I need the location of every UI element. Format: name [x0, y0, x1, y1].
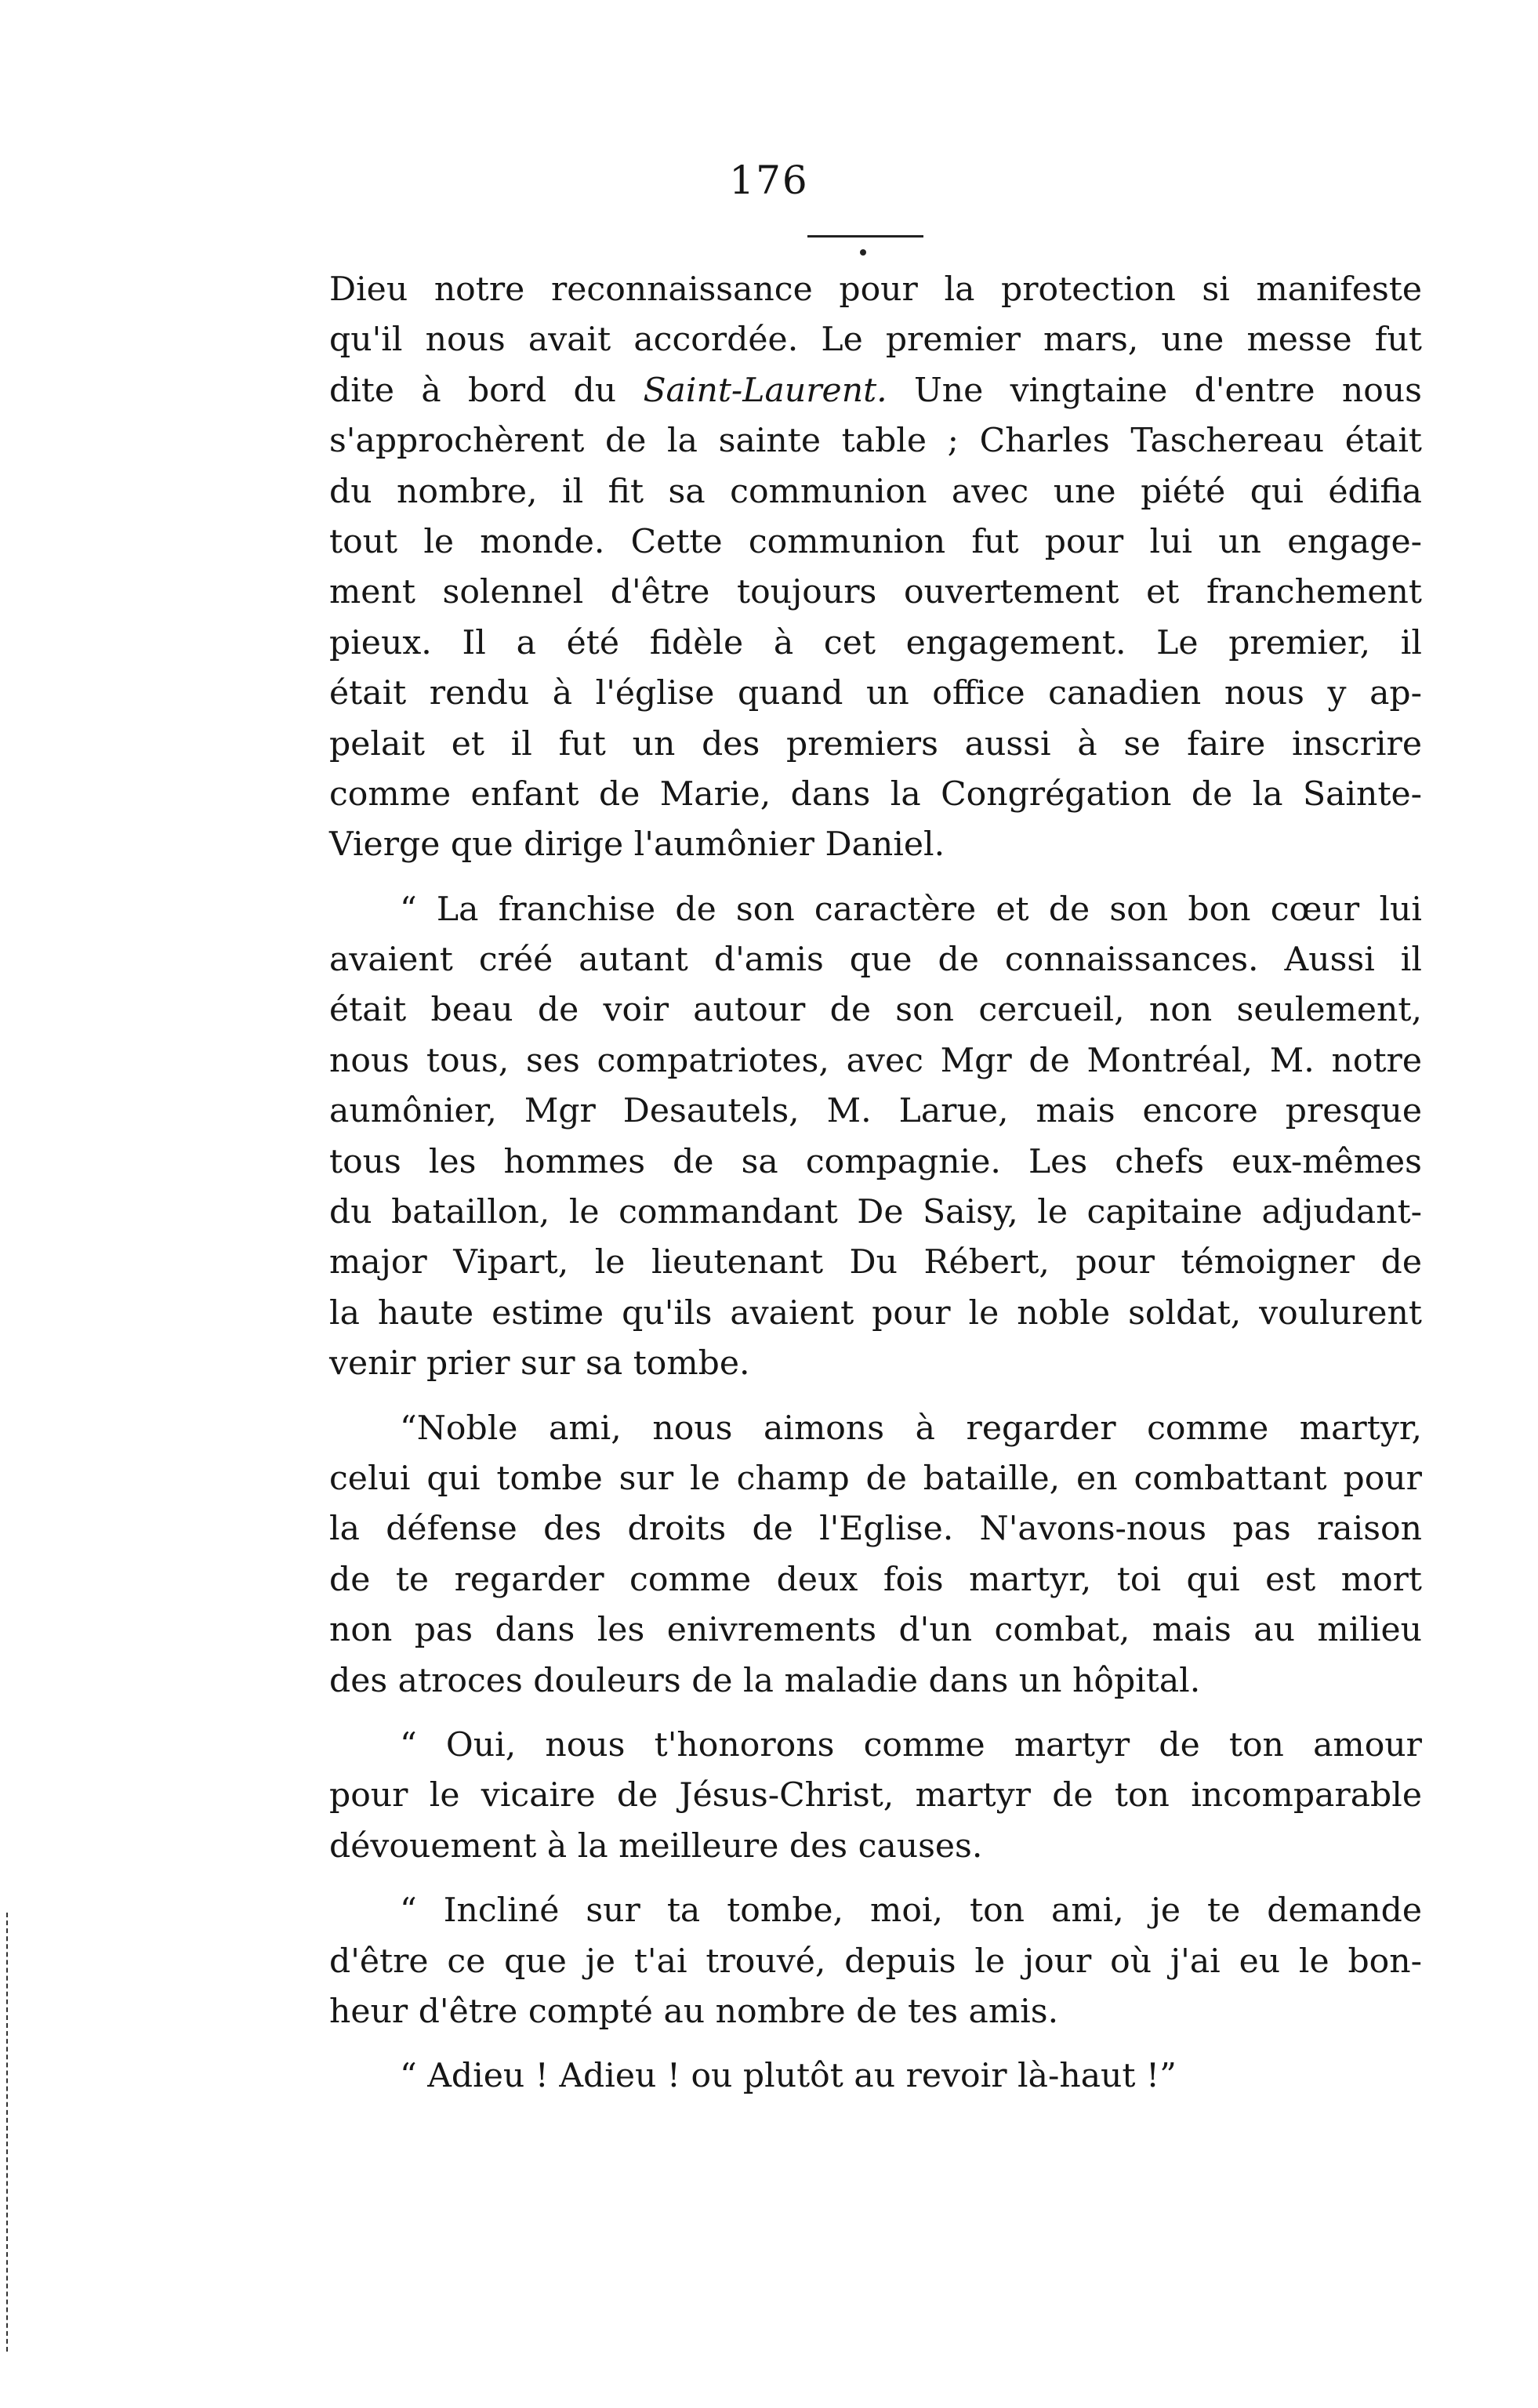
- text-line: la défense des droits de l'Eglise. N'avons-nous pas raison: [329, 1510, 1422, 1549]
- paragraph-p4: [329, 1721, 1422, 1872]
- paragraph-p2: [329, 885, 1422, 1390]
- text-line: tous les hommes de sa compagnie. Les chefs eux-mêmes: [329, 1142, 1422, 1181]
- text-line: “ Adieu ! Adieu ! ou plutôt au revoir là-haut !”: [400, 2057, 1177, 2096]
- text-line: avaient créé autant d'amis que de connaissances. Aussi il: [329, 941, 1422, 980]
- paragraph-p1: [329, 265, 1422, 871]
- italic-text: Saint-Laurent.: [643, 371, 887, 410]
- paragraph-p3: [329, 1404, 1422, 1706]
- text-line: [329, 366, 1422, 416]
- text-line: venir prier sur sa tombe.: [329, 1344, 750, 1384]
- text-line: major Vipart, le lieutenant Du Rébert, pour témoigner de: [329, 1243, 1422, 1282]
- text-line: “ Oui, nous t'honorons comme martyr de ton amour: [400, 1725, 1422, 1764]
- body-text: [329, 265, 1422, 2116]
- header-rule-dot: [860, 249, 866, 256]
- text-line: la haute estime qu'ils avaient pour le noble soldat, voulurent: [329, 1293, 1422, 1333]
- text-line: pieux. Il a été fidèle à cet engagement. Le premier, il: [329, 623, 1422, 662]
- text-line: “ Incliné sur ta tombe, moi, ton ami, je te demande: [400, 1891, 1422, 1931]
- text-line: “Noble ami, nous aimons à regarder comme martyr,: [400, 1409, 1422, 1448]
- text-line: du bataillon, le commandant De Saisy, le capitaine adjudant-: [329, 1193, 1422, 1232]
- text-line: celui qui tombe sur le champ de bataille, en combattant pour: [329, 1459, 1422, 1498]
- text-line: s'approchèrent de la sainte table ; Charles Taschereau était: [329, 422, 1422, 461]
- text-line: pelait et il fut un des premiers aussi à se faire inscrire: [329, 724, 1422, 763]
- text-line: des atroces douleurs de la maladie dans un hôpital.: [329, 1661, 1201, 1700]
- text-line: aumônier, Mgr Desautels, M. Larue, mais encore presque: [329, 1092, 1422, 1131]
- text-line: d'être ce que je t'ai trouvé, depuis le jour où j'ai eu le bon-: [329, 1942, 1422, 1981]
- text-line: Dieu notre reconnaissance pour la protection si manifeste: [329, 270, 1422, 309]
- text-line: dévouement à la meilleure des causes.: [329, 1826, 983, 1866]
- text-line: de te regarder comme deux fois martyr, toi qui est mort: [329, 1560, 1422, 1599]
- text-line: nous tous, ses compatriotes, avec Mgr de Montréal, M. notre: [329, 1041, 1422, 1080]
- page-number: 176: [729, 158, 809, 203]
- text-run: Une vingtaine d'entre nous: [887, 371, 1422, 410]
- text-line: qu'il nous avait accordée. Le premier mars, une messe fut: [329, 321, 1422, 360]
- header-rule: [807, 235, 923, 238]
- text-line: heur d'être compté au nombre de tes amis.: [329, 1992, 1059, 2031]
- text-line: non pas dans les enivrements d'un combat, mais au milieu: [329, 1611, 1422, 1650]
- text-line: ment solennel d'être toujours ouvertement et franchement: [329, 573, 1422, 612]
- text-line: comme enfant de Marie, dans la Congrégation de la Sainte-: [329, 774, 1422, 814]
- scan-margin-marks: [6, 1913, 13, 2352]
- paragraph-p5: [329, 1886, 1422, 2037]
- text-line: Vierge que dirige l'aumônier Daniel.: [329, 825, 945, 865]
- text-line: “ La franchise de son caractère et de son bon cœur lui: [400, 890, 1422, 929]
- text-line: était rendu à l'église quand un office canadien nous y ap-: [329, 674, 1422, 713]
- text-line: tout le monde. Cette communion fut pour lui un engage-: [329, 522, 1422, 561]
- text-line: du nombre, il fit sa communion avec une piété qui édifia: [329, 472, 1422, 511]
- text-run: dite à bord du: [329, 371, 644, 410]
- text-line: pour le vicaire de Jésus-Christ, martyr de ton incomparable: [329, 1776, 1422, 1815]
- text-line: était beau de voir autour de son cercueil, non seulement,: [329, 991, 1422, 1030]
- paragraph-p6: [329, 2051, 1422, 2102]
